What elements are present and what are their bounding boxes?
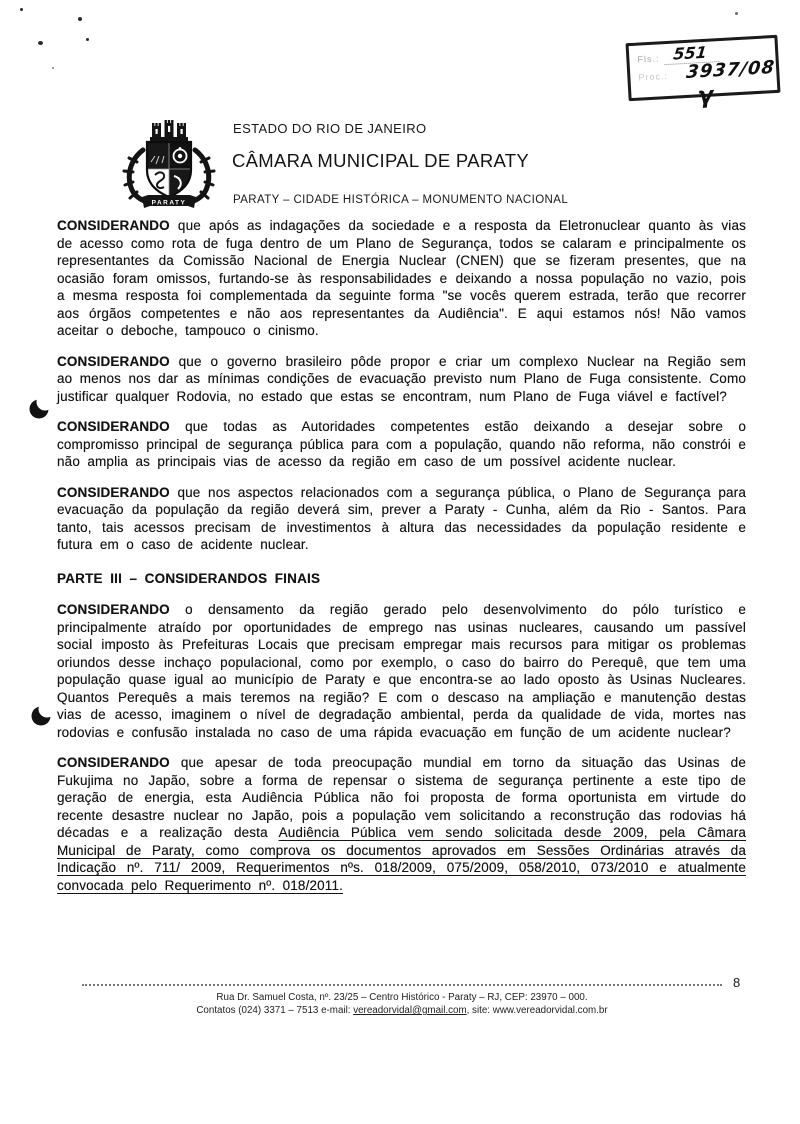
stamp-fls-value: 551 (664, 44, 721, 65)
paragraph-text: que todas as Autoridades competentes estão deixando a desejar sobre o compromisso principal de segurança pública para com a população, quando não reforma, não constrói e não amplia as principais vias de acesso da região em caso de um possível acidente nuclear. (57, 419, 746, 469)
shield-quarters (147, 142, 191, 197)
scan-speck (52, 67, 54, 69)
considerando-paragraph-6 (57, 754, 746, 894)
banner-ribbon (142, 195, 196, 208)
paragraph-text: que nos aspectos relacionados com a segurança pública, o Plano de Segurança para evacuação da população da região deverá sim, prever a Paraty - Cunha, além da Rio - Santos. Para tanto, tais acessos precisam de investimentos à altura das necessidades da população residente e futura em o caso de acidente nuclear. (57, 484, 746, 552)
considerando-paragraph-5 (57, 601, 746, 741)
paragraph-lead: CONSIDERANDO (57, 484, 170, 500)
considerando-paragraph-2 (57, 353, 746, 406)
stamp-fls-label: Fls.: (637, 53, 660, 65)
paragraph-lead: CONSIDERANDO (57, 755, 170, 770)
binder-crescent-mark (28, 394, 52, 422)
section-heading: PARTE III – CONSIDERANDOS FINAIS (57, 570, 321, 586)
paragraph-lead: CONSIDERANDO (57, 353, 170, 369)
footer-divider (82, 984, 722, 986)
scan-speck (86, 38, 89, 41)
scan-speck (20, 8, 23, 11)
paragraph-text: que o governo brasileiro pôde propor e criar um complexo Nuclear na Região sem ao menos nos dar as mínimas condições de evacuação previsto num Plano de Fuga consistente. Como justificar qualquer Rodovia, no estado que estas se encontram, num Plano de Fuga viável e factível? (57, 353, 746, 404)
footer-contacts-prefix: Contatos (024) 3371 – 7513 e-mail: (196, 1005, 354, 1016)
paragraph-lead: CONSIDERANDO (57, 218, 170, 233)
considerando-paragraph-4 (57, 484, 746, 554)
letterhead-subtitle: PARATY – CIDADE HISTÓRICA – MONUMENTO NACIONAL (233, 194, 569, 206)
page-number: 8 (733, 975, 741, 990)
considerando-paragraph-1 (57, 217, 746, 340)
footer-address: Rua Dr. Samuel Costa, nº. 23/25 – Centro Histórico - Paraty – RJ, CEP: 23970 – 000. (216, 992, 588, 1003)
considerando-paragraph-3 (57, 418, 746, 471)
registry-stamp (625, 35, 780, 110)
letterhead-org-name: CÂMARA MUNICIPAL DE PARATY (232, 150, 529, 171)
footer-contacts (57, 1004, 747, 1017)
banner-text: PARATY (151, 199, 187, 207)
stamp-proc-label: Proc.: (638, 70, 669, 83)
footer-contacts-suffix: , site: www.vereadorvidal.com.br (466, 1005, 608, 1016)
scan-speck (735, 12, 738, 15)
paragraph-text: que apesar de toda preocupação mundial em torno da situação das Usinas de Fukujima no Japão, sobre a forma de repensar o sistema de segurança pertinente a este tipo de geração de energia, esta Audiência Pública não foi proposta de forma oportunista em virtude do recente desastre nuclear no Japão, pois a população vem solicitando a reconstrução das rodovias há décadas e a realização desta (57, 755, 746, 840)
paragraph-lead: CONSIDERANDO (57, 419, 170, 434)
scan-speck (38, 41, 43, 45)
document-body (57, 217, 746, 907)
signature-rubric: γ (696, 82, 714, 110)
paragraph-lead: CONSIDERANDO (57, 602, 170, 617)
scan-speck (78, 17, 82, 21)
paragraph-text: que após as indagações da sociedade e a resposta da Eletronuclear quanto às vias de acesso como rota de fuga dentro de um Plano de Segurança, todos se calaram e principalmente os representantes da Comissão Nacional de Energia Nuclear (CNEN) que se fizeram presentes, que na ocasião foram omissos, furtando-se às responsabilidades e deixando a nossa população no vazio, pois a mesma resposta foi complementada da seguinte forma "se vocês querem estrada, terão que recorrer aos órgãos competentes e não aos representantes da Audiência". E aqui estamos nós! Não vamos aceitar o deboche, tampouco o cinismo. (57, 218, 746, 338)
binder-crescent-mark (30, 701, 54, 729)
coat-of-arms-icon (114, 112, 224, 218)
mural-crown-icon (150, 120, 188, 141)
underlined-clause: Audiência Pública vem sendo solicitada desde 2009, pela Câmara Municipal de Paraty, como comprova os documentos aprovados em Sessões Ordinárias através da Indicação nº. 711/ 2009, Requerimentos nºs. 018/2009, 075/2009, 058/2010, 073/2010 e atualmente convocada pelo Requerimento nº. 018/2011. (57, 825, 746, 893)
stamp-proc-value: 3937/08 (684, 56, 776, 84)
letterhead-footer (57, 984, 747, 1017)
footer-email: vereadorvidal@gmail.com (353, 1005, 467, 1016)
letterhead-state-line: ESTADO DO RIO DE JANEIRO (233, 121, 427, 136)
paragraph-text: o densamento da região gerado pelo desenvolvimento do pólo turístico e principalmente atraído por oportunidades de emprego nas usinas nucleares, causando um passível social imposto às Prefeituras Locais que precisam empregar mais recursos para mitigar os problemas oriundos desse inchaço populacional, como por exemplo, o caso do bairro do Perequê, que tem uma população quase igual ao município de Paraty e que encontra-se ao lado oposto às Usinas Nucleares. Quantos Perequês a mais teremos na região? E com o descaso na ampliação e manutenção destas vias de acesso, imaginem o nível de degradação ambiental, perda da qualidade de vida, mortes nas rodovias e confusão instalada no caso de uma rápida evacuação em função de um acidente nuclear? (57, 602, 746, 740)
